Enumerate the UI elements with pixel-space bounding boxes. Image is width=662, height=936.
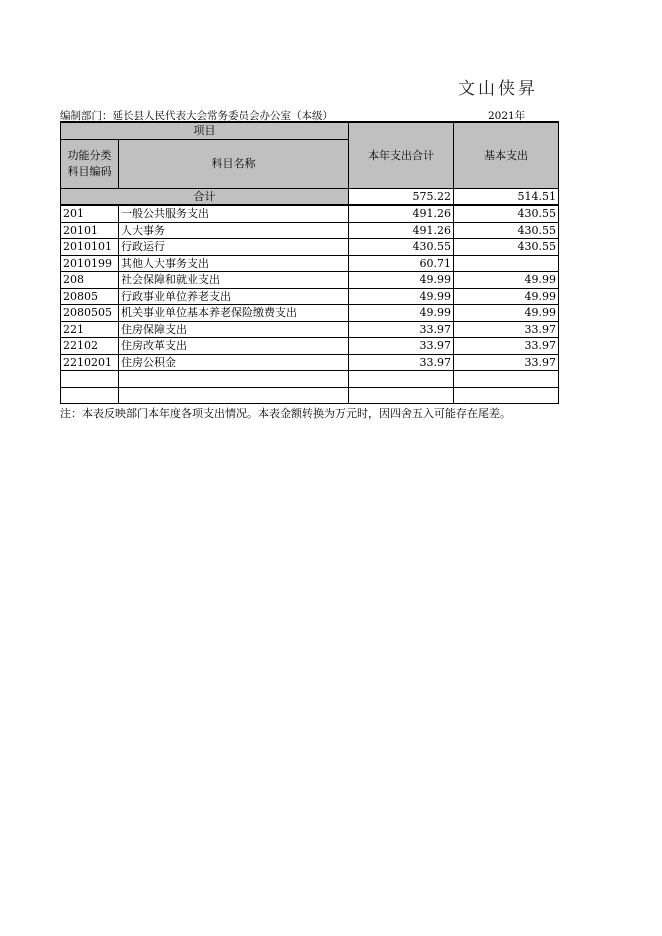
empty-row [61,387,559,404]
total-amount: 575.22 [349,188,454,205]
table-row [61,255,559,272]
empty-row [61,371,559,388]
row-code: 2080505 [61,305,119,322]
row-basic: 430.55 [454,222,559,239]
row-basic: 33.97 [454,338,559,355]
row-total: 430.55 [349,239,454,256]
footnote: 注：本表反映部门本年度各项支出情况。本表金额转换为万元时，因四舍五入可能存在尾差。 [60,407,511,420]
row-name: 行政事业单位养老支出 [119,288,349,305]
total-basic: 514.51 [454,188,559,205]
row-basic: 49.99 [454,288,559,305]
row-basic: 33.97 [454,354,559,371]
row-name: 一般公共服务支出 [119,205,349,222]
row-code: 2210201 [61,354,119,371]
row-basic: 430.55 [454,239,559,256]
row-name: 其他人大事务支出 [119,255,349,272]
row-total: 49.99 [349,305,454,322]
table-row [61,338,559,355]
table-row [61,288,559,305]
row-name: 住房改革支出 [119,338,349,355]
table-row [61,205,559,222]
row-code: 221 [61,321,119,338]
row-total: 49.99 [349,272,454,289]
row-code: 20101 [61,222,119,239]
row-name: 住房公积金 [119,354,349,371]
row-name: 人大事务 [119,222,349,239]
row-basic: 49.99 [454,272,559,289]
header-total: 本年支出合计 [349,122,454,188]
total-row [61,188,559,205]
table-row [61,354,559,371]
row-total: 491.26 [349,222,454,239]
row-name: 行政运行 [119,239,349,256]
row-total: 33.97 [349,321,454,338]
row-name: 社会保障和就业支出 [119,272,349,289]
row-total: 49.99 [349,288,454,305]
row-code: 2010101 [61,239,119,256]
year-label: 2021年 [488,110,526,122]
table-row [61,305,559,322]
expenditure-table [60,121,559,404]
row-total: 33.97 [349,354,454,371]
row-basic: 49.99 [454,305,559,322]
table-row [61,222,559,239]
header-code: 功能分类 科目编码 [61,139,119,188]
report-title: 文山侠昇 [458,79,538,99]
row-total: 491.26 [349,205,454,222]
total-label: 合计 [61,188,349,205]
row-code: 208 [61,272,119,289]
table-row [61,321,559,338]
table-row [61,272,559,289]
row-name: 机关事业单位基本养老保险缴费支出 [119,305,349,322]
row-code: 22102 [61,338,119,355]
row-name: 住房保障支出 [119,321,349,338]
header-name: 科目名称 [119,139,349,188]
row-basic: 33.97 [454,321,559,338]
row-code: 2010199 [61,255,119,272]
row-code: 20805 [61,288,119,305]
header-basic: 基本支出 [454,122,559,188]
row-basic: 430.55 [454,205,559,222]
department-label: 编制部门：延长县人民代表大会常务委员会办公室（本级） [60,110,333,122]
header-project: 项目 [61,122,349,139]
row-basic [454,255,559,272]
row-code: 201 [61,205,119,222]
row-total: 60.71 [349,255,454,272]
header-row-1 [61,122,559,139]
table-row [61,239,559,256]
row-total: 33.97 [349,338,454,355]
